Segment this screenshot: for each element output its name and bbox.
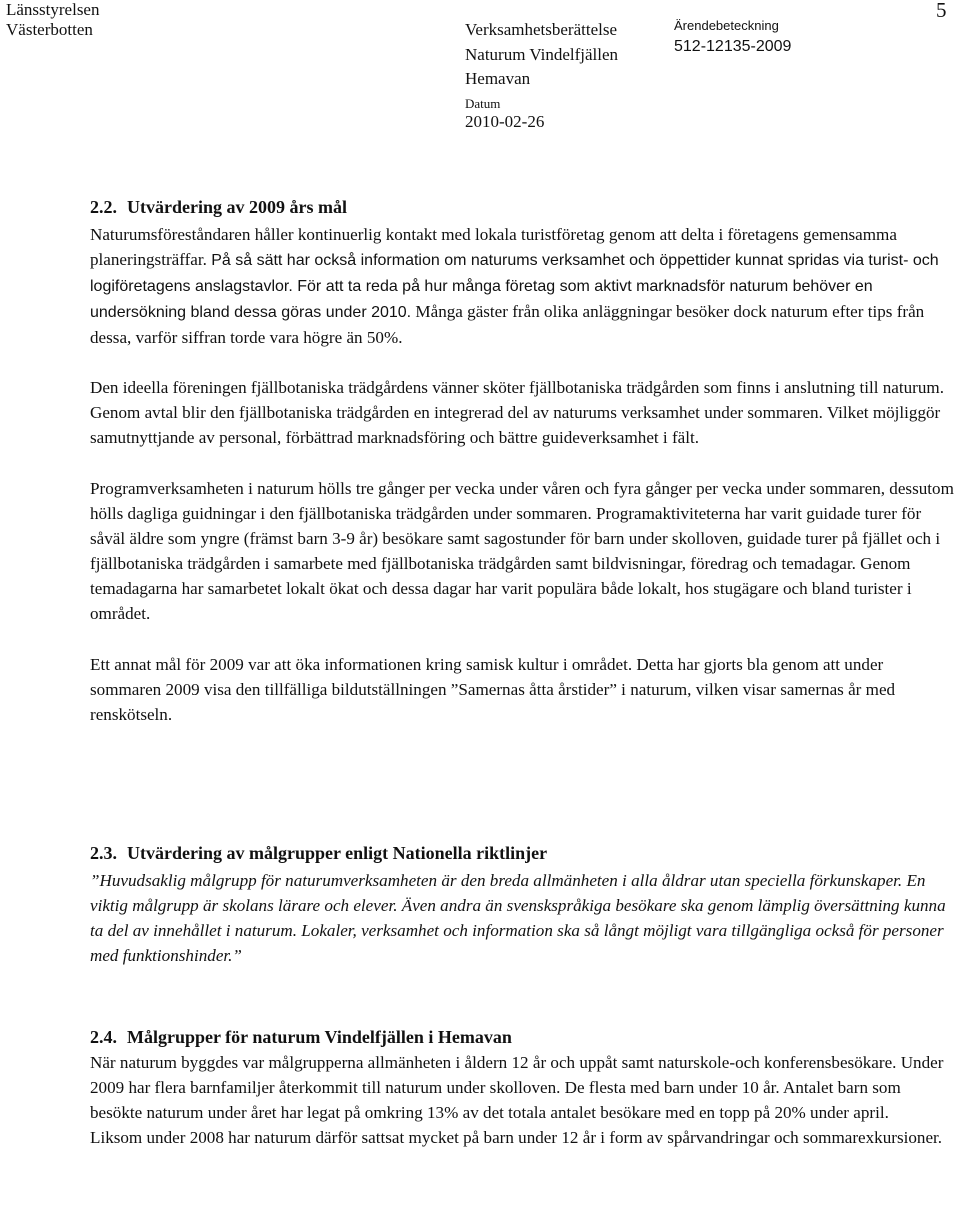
paragraph: Den ideella föreningen fjällbotaniska trädgårdens vänner sköter fjällbotaniska trädgården som finns i anslutning till naturum. Genom avtal blir den fjällbotaniska trädgården en integrerad del av naturums verksamhet under sommaren. Vilket möjliggör samutnyttjande av personal, förbättrad marknadsföring och bättre guideverksamhet i fält. <box>90 378 944 447</box>
paragraph-part-serif: Naturumsföreståndaren håller kontinuerlig kontakt med lokala turistföretag genom att delta i företagens gemensamma planeringsträffar. <box>90 225 897 269</box>
section-number: 2.4. <box>90 1027 117 1047</box>
header-org-line1: Länsstyrelsen <box>6 0 100 19</box>
header-doc-title-line2: Hemavan <box>465 69 531 88</box>
header-ref-label: Ärendebeteckning <box>674 18 779 33</box>
paragraph-part-serif-end: Många gäster från olika anläggningar besöker dock naturum efter tips från dessa, varför siffran torde vara högre än 50%. <box>90 302 925 347</box>
section-heading <box>90 840 956 866</box>
section-title: Utvärdering av målgrupper enligt Nationella riktlinjer <box>127 843 548 863</box>
section-heading <box>90 194 956 220</box>
quote-paragraph: ”Huvudsaklig målgrupp för naturumverksamheten är den breda allmänheten i alla åldrar utan speciella förkunskaper. En viktig målgrupp är skolans lärare och elever. Även andra än svenskspråkiga besökare ska genom lämplig översättning kunna ta del av innehållet i naturum. Lokaler, verksamhet och information ska så långt möjligt vara tillgängliga också för personer med funktionshinder.” <box>90 871 946 965</box>
paragraph: Ett annat mål för 2009 var att öka informationen kring samisk kultur i området. Detta har gjorts bla genom att under sommaren 2009 visa den tillfälliga bildutställningen ”Samernas åtta årstider” i naturum, vilken visar samernas år med renskötseln. <box>90 655 896 724</box>
paragraph: Liksom under 2008 har naturum därför sattsat mycket på barn under 12 år i form av spårvandringar och sommarexkursioner. <box>90 1128 943 1147</box>
section-2-2 <box>90 194 956 727</box>
paragraph: Programverksamheten i naturum hölls tre gånger per vecka under våren och fyra gånger per vecka under sommaren, dessutom hölls dagliga guidningar i den fjällbotaniska trädgården under sommaren. Programaktiviteterna har varit guidade turer för såväl äldre som yngre (främst barn 3-9 år) besökare samt sagostunder för barn under skolloven, guidade turer på fjället och i fjällbotaniska trädgården i samarbete med fjällbotaniska trädgården samt bildvisningar, föredrag och temadagar. Genom temadagarna har samarbetet lokalt ökat och dessa dagar har varit populära både lokalt, hos stugägare och bland turister i området. <box>90 479 954 623</box>
section-number: 2.3. <box>90 843 117 863</box>
section-title: Utvärdering av 2009 års mål <box>127 197 347 217</box>
section-2-4 <box>90 1024 956 1150</box>
header-org-line2: Västerbotten <box>6 20 93 39</box>
header-ref-value: 512-12135-2009 <box>674 38 792 55</box>
header-date-label: Datum <box>465 96 501 111</box>
paragraph-part-sans: På så sätt har också information om naturums verksamhet och öppettider kunnat spridas via turist- och logiföretagens anslagstavlor. För att ta reda på hur många företag som aktivt marknadsför naturum behöver en undersökning bland dessa göras under 2010. <box>90 252 939 321</box>
page-number: 5 <box>936 0 947 22</box>
header-date-value: 2010-02-26 <box>465 112 545 131</box>
header-doc-type: Verksamhetsberättelse <box>465 20 617 39</box>
section-heading <box>90 1024 956 1050</box>
paragraph <box>90 222 956 350</box>
section-title: Målgrupper för naturum Vindelfjällen i Hemavan <box>127 1027 512 1047</box>
paragraph: När naturum byggdes var målgrupperna allmänheten i åldern 12 år och uppåt samt naturskole-och konferensbesökare. Under 2009 har flera barnfamiljer återkommit till naturum under skolloven. De flesta med barn under 10 år. Antalet barn som besökte naturum under året har legat på omkring 13% av det totala antalet besökare med en topp på 20% under april. <box>90 1053 944 1122</box>
section-2-3 <box>90 840 956 968</box>
section-number: 2.2. <box>90 197 117 217</box>
header-doc-title-line1: Naturum Vindelfjällen <box>465 45 619 64</box>
